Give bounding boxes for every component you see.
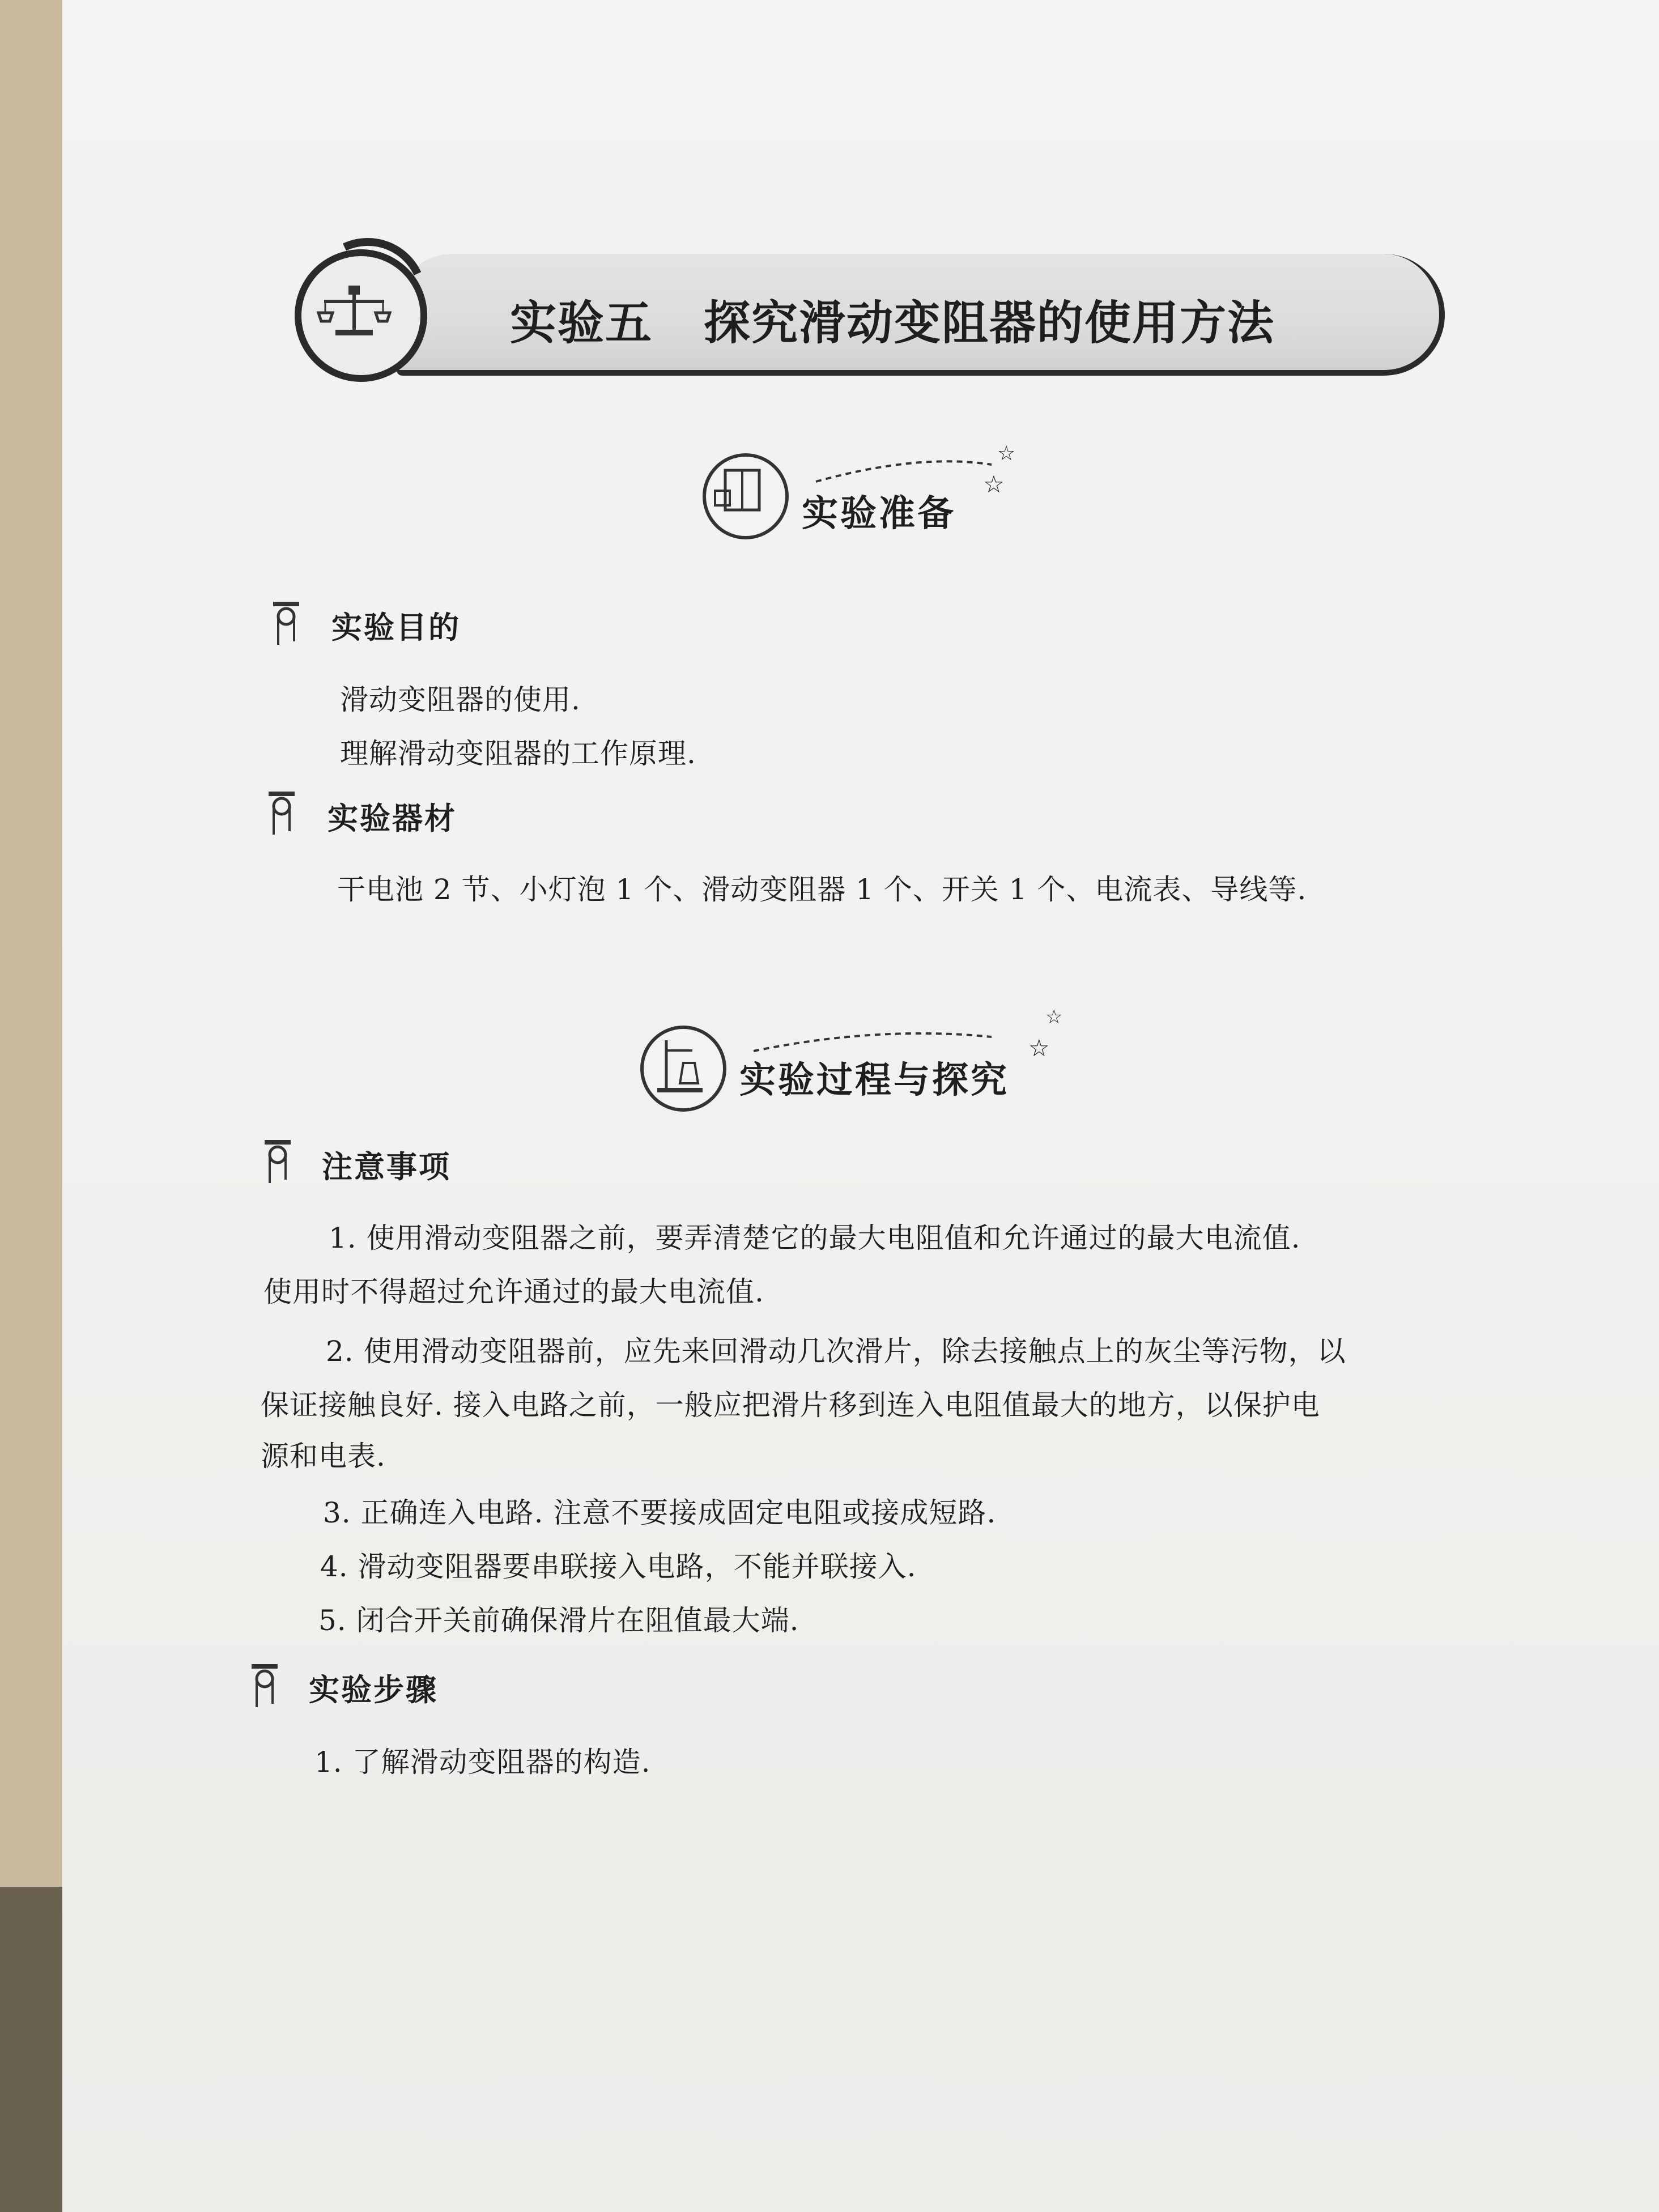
pulley-icon bbox=[267, 790, 296, 836]
note-line-5: 源和电表. bbox=[261, 1440, 386, 1473]
equipment-heading: 实验器材 bbox=[327, 801, 457, 836]
page-title bbox=[510, 286, 1275, 352]
notes-heading: 注意事项 bbox=[322, 1149, 451, 1185]
step-line-1: 1. 了解滑动变阻器的构造. bbox=[314, 1746, 651, 1779]
steps-heading: 实验步骤 bbox=[309, 1672, 438, 1708]
star-icon: ☆ bbox=[997, 442, 1016, 465]
pulley-icon bbox=[250, 1663, 279, 1708]
section-heading-prep: 实验准备 bbox=[802, 493, 956, 535]
equipment-line: 干电池 2 节、小灯泡 1 个、滑动变阻器 1 个、开关 1 个、电流表、导线等. bbox=[337, 873, 1307, 906]
purpose-heading: 实验目的 bbox=[331, 610, 461, 645]
purpose-line-2: 理解滑动变阻器的工作原理. bbox=[340, 737, 696, 770]
note-line-3: 2. 使用滑动变阻器前，应先来回滑动几次滑片，除去接触点上的灰尘等污物，以 bbox=[326, 1335, 1346, 1368]
pulley-icon bbox=[263, 1139, 292, 1184]
star-icon: ☆ bbox=[983, 470, 1005, 498]
note-line-1: 1. 使用滑动变阻器之前，要弄清楚它的最大电阻值和允许通过的最大电流值. bbox=[329, 1222, 1301, 1254]
note-line-8: 5. 闭合开关前确保滑片在阻值最大端. bbox=[318, 1604, 799, 1637]
star-icon: ☆ bbox=[1045, 1006, 1063, 1028]
note-line-7: 4. 滑动变阻器要串联接入电路，不能并联接入. bbox=[320, 1550, 917, 1583]
note-line-4: 保证接触良好. 接入电路之前，一般应把滑片移到连入电阻值最大的地方，以保护电 bbox=[261, 1389, 1320, 1422]
lab-stand-icon bbox=[640, 1026, 726, 1112]
pulley-icon bbox=[272, 601, 300, 646]
experiment-number: 实验五 bbox=[510, 296, 653, 350]
note-line-6: 3. 正确连入电路. 注意不要接成固定电阻或接成短路. bbox=[323, 1496, 997, 1529]
note-line-2: 使用时不得超过允许通过的最大电流值. bbox=[263, 1275, 764, 1308]
star-icon: ☆ bbox=[1028, 1034, 1050, 1062]
purpose-line-1: 滑动变阻器的使用. bbox=[340, 683, 581, 716]
section-heading-process: 实验过程与探究 bbox=[739, 1060, 1009, 1101]
experiment-title: 探究滑动变阻器的使用方法 bbox=[704, 296, 1275, 350]
balance-scale-icon bbox=[295, 249, 427, 382]
cabinet-icon bbox=[703, 453, 789, 539]
